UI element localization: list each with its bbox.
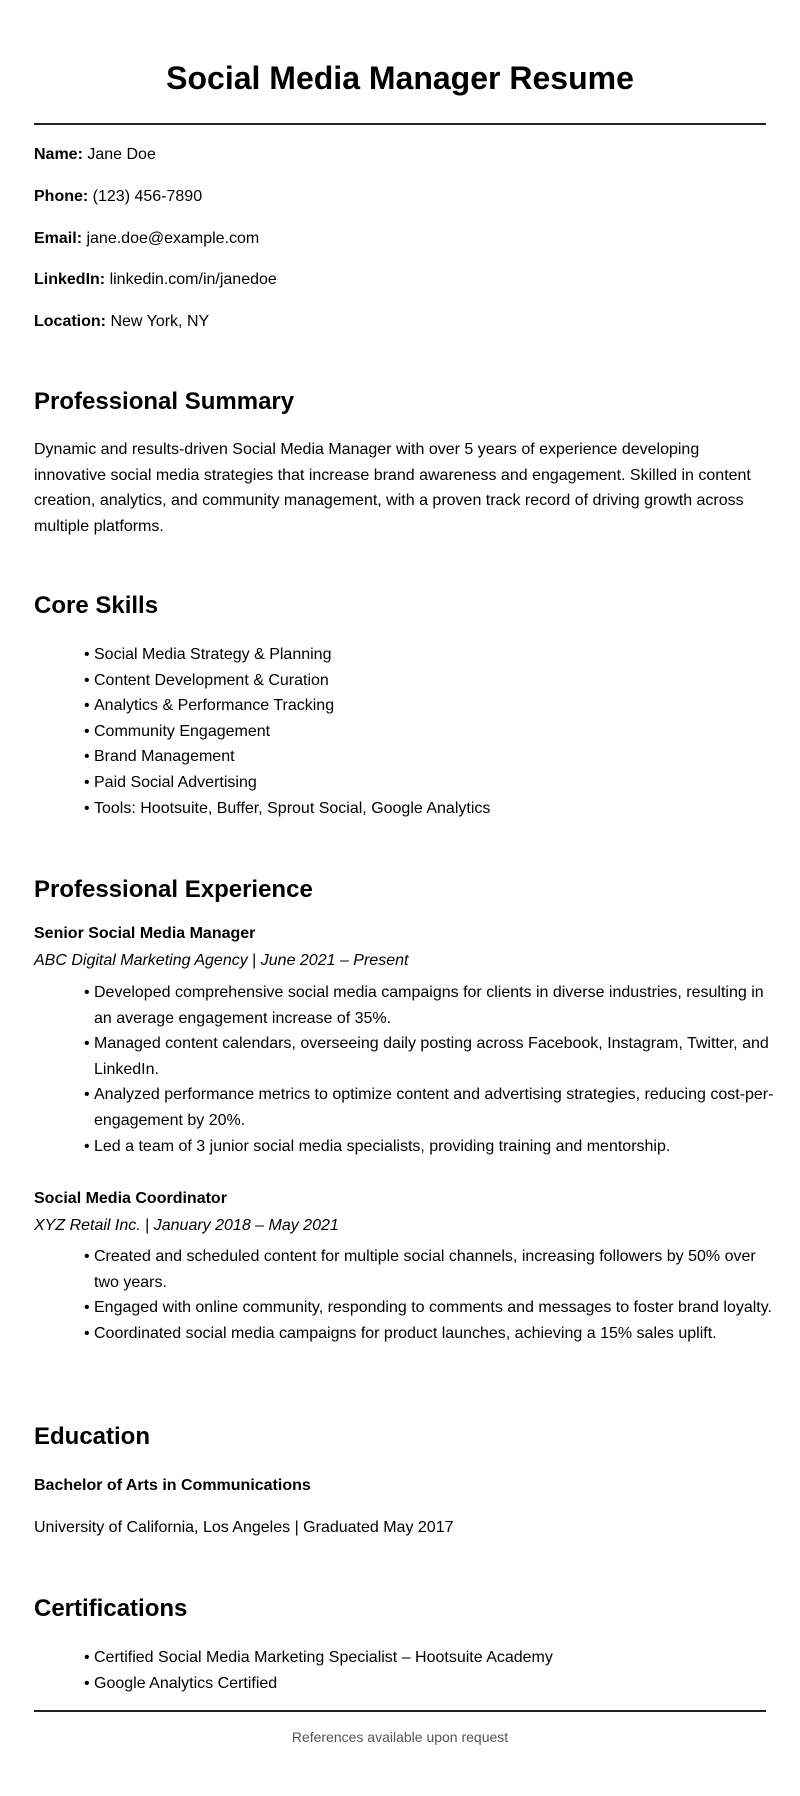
contact-phone <box>34 187 202 207</box>
skill-item: • Tools: Hootsuite, Buffer, Sprout Social, Google Analytics <box>84 796 774 822</box>
certifications-heading: Certifications <box>34 1595 188 1622</box>
job-separator: | <box>140 1217 154 1234</box>
education-heading: Education <box>34 1423 151 1450</box>
location-label: Location: <box>34 313 106 330</box>
skill-item: • Analytics & Performance Tracking <box>84 693 774 719</box>
experience-heading: Professional Experience <box>34 876 313 903</box>
phone-label: Phone: <box>34 188 89 205</box>
certification-item: • Certified Social Media Marketing Specialist – Hootsuite Academy <box>84 1645 774 1671</box>
job-dates: June 2021 – Present <box>260 952 409 969</box>
education-school: University of California, Los Angeles | Graduated May 2017 <box>34 1519 454 1536</box>
email-label: Email: <box>34 230 83 247</box>
summary-text: Dynamic and results-driven Social Media Manager with over 5 years of experience developing innovative social media strategies that increase brand awareness and engagement. Skilled in content creation, analytics, and community management, with a proven track record of driving growth across multiple platforms. <box>34 441 751 535</box>
linkedin-label: LinkedIn: <box>34 271 106 288</box>
certifications-list <box>84 1645 774 1696</box>
job-title: Social Media Coordinator <box>34 1190 227 1207</box>
job-bullet: • Managed content calendars, overseeing daily posting across Facebook, Instagram, Twitter, and LinkedIn. <box>84 1031 774 1082</box>
summary-heading: Professional Summary <box>34 388 295 415</box>
skill-item: • Community Engagement <box>84 719 774 745</box>
skills-heading: Core Skills <box>34 592 159 619</box>
contact-name <box>34 145 156 165</box>
education-degree: Bachelor of Arts in Communications <box>34 1477 311 1494</box>
page-title: Social Media Manager Resume <box>166 60 634 96</box>
location-value: New York, NY <box>110 313 210 330</box>
job-bullet: • Created and scheduled content for multiple social channels, increasing followers by 50% over two years. <box>84 1244 774 1295</box>
skill-item: • Content Development & Curation <box>84 668 774 694</box>
phone-value: (123) 456-7890 <box>92 188 203 205</box>
contact-location <box>34 312 209 332</box>
name-value: Jane Doe <box>87 146 156 163</box>
footer-divider <box>34 1710 766 1712</box>
job-meta <box>34 951 408 971</box>
job-bullet: • Coordinated social media campaigns for product launches, achieving a 15% sales uplift. <box>84 1321 774 1347</box>
email-value: jane.doe@example.com <box>86 230 260 247</box>
skill-item: • Paid Social Advertising <box>84 770 774 796</box>
name-label: Name: <box>34 146 83 163</box>
job-bullet: • Engaged with online community, responding to comments and messages to foster brand loyalty. <box>84 1295 774 1321</box>
job-company: ABC Digital Marketing Agency <box>34 952 248 969</box>
contact-email <box>34 229 259 249</box>
job-bullet: • Analyzed performance metrics to optimize content and advertising strategies, reducing cost-per-engagement by 20%. <box>84 1082 774 1133</box>
job-meta <box>34 1216 339 1236</box>
job-separator: | <box>247 952 261 969</box>
skill-item: • Brand Management <box>84 744 774 770</box>
certification-item: • Google Analytics Certified <box>84 1671 774 1697</box>
job-title: Senior Social Media Manager <box>34 925 256 942</box>
job-bullets <box>84 1244 774 1346</box>
footer-note: References available upon request <box>291 1729 509 1745</box>
contact-linkedin <box>34 270 277 290</box>
job-bullet: • Led a team of 3 junior social media specialists, providing training and mentorship. <box>84 1134 774 1160</box>
skill-item: • Social Media Strategy & Planning <box>84 642 774 668</box>
skills-list <box>84 642 774 821</box>
job-dates: January 2018 – May 2021 <box>153 1217 339 1234</box>
job-bullet: • Developed comprehensive social media campaigns for clients in diverse industries, resulting in an average engagement increase of 35%. <box>84 980 774 1031</box>
job-company: XYZ Retail Inc. <box>34 1217 141 1234</box>
job-bullets <box>84 980 774 1159</box>
linkedin-value: linkedin.com/in/janedoe <box>109 271 277 288</box>
header-divider <box>34 123 766 125</box>
